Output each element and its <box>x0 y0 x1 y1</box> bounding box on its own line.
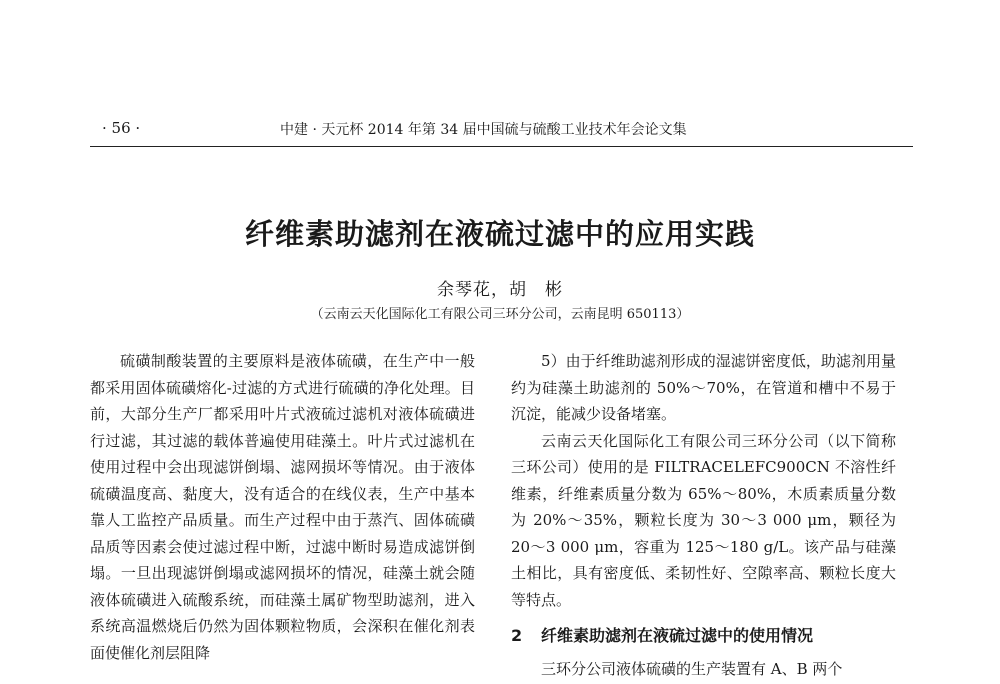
section-number: 2 <box>511 626 523 645</box>
article-title: 纤维素助滤剂在液硫过滤中的应用实践 <box>244 217 755 251</box>
article-authors: 余琴花，胡 彬 <box>437 280 563 300</box>
article-affiliation: （云南云天化国际化工有限公司三环分公司，云南昆明 650113） <box>310 307 690 322</box>
left-column <box>90 348 475 666</box>
running-header: 中建 · 天元杯 2014 年第 34 届中国硫与硫酸工业技术年会论文集 <box>280 122 687 138</box>
item-5-paragraph: 5）由于纤维助滤剂形成的湿滤饼密度低，助滤剂用量约为硅藻土助滤剂的 50%～70%，在管道和槽中不易于沉淀，能减少设备堵塞。 <box>511 352 896 423</box>
intro-paragraph: 硫磺制酸装置的主要原料是液体硫磺，在生产中一般都采用固体硫磺熔化-过滤的方式进行硫磺的净化处理。目前，大部分生产厂都采用叶片式液硫过滤机对液体硫磺进行过滤，其过滤的载体普遍使用硅藻土。叶片式过滤机在使用过程中会出现滤饼倒塌、滤网损坏等情况。由于液体硫磺温度高、黏度大，没有适合的在线仪表，生产中基本靠人工监控产品质量。而生产过程中由于蒸汽、固体硫磺品质等因素会使过滤过程中断，过滤中断时易造成滤饼倒塌。一旦出现滤饼倒塌或滤网损坏的情况，硅藻土就会随液体硫磺进入硫酸系统，而硅藻土属矿物型助滤剂，进入系统高温燃烧后仍然为固体颗粒物质，会深积在催化剂表面使催化剂层阻降 <box>90 352 475 662</box>
product-paragraph: 云南云天化国际化工有限公司三环分公司（以下简称三环公司）使用的是 FILTRACELEFC900CN 不溶性纤维素，纤维素质量分数为 65%～80%，木质素质量分数为 20%～35%，颗粒长度为 30～3 000 μm，颗径为 20～3 000 μm，容重为 125～180 g/L。该产品与硅藻土相比，具有密度低、柔韧性好、空隙率高、颗粒长度大等特点。 <box>511 431 896 609</box>
header-rule <box>90 146 913 147</box>
section-title: 纤维素助滤剂在液硫过滤中的使用情况 <box>541 626 814 645</box>
section-heading <box>511 623 896 650</box>
page-number: · 56 · <box>102 119 141 137</box>
right-column <box>511 348 896 682</box>
section-paragraph: 三环分公司液体硫磺的生产装置有 A、B 两个 <box>541 659 843 678</box>
